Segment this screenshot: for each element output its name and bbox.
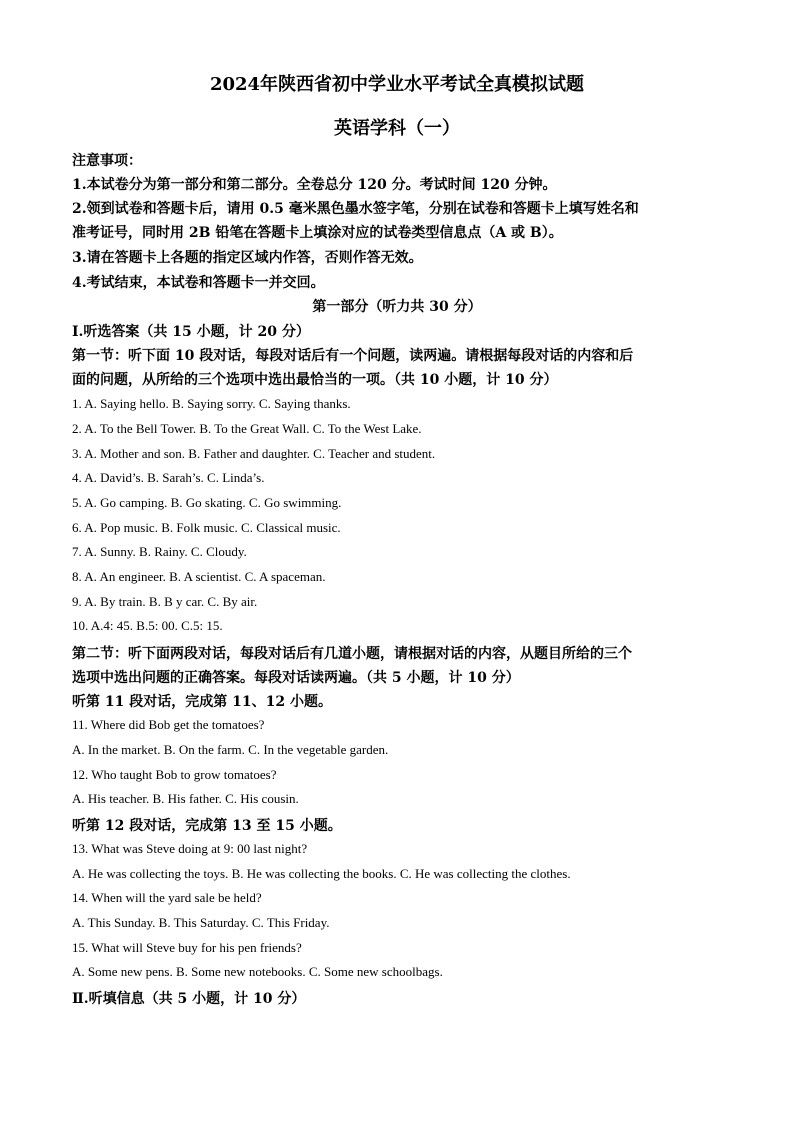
question-6: 6. A. Pop music. B. Folk music. C. Classical music. [72, 520, 341, 535]
question-8: 8. A. An engineer. B. A scientist. C. A spaceman. [72, 569, 326, 584]
question-12-options: A. His teacher. B. His father. C. His cousin. [72, 791, 299, 806]
sub1-instructions-line-1: 第一节：听下面 10 段对话，每段对话后有一个问题，读两遍。请根据每段对话的内容和后 [72, 348, 634, 364]
question-13-options: A. He was collecting the toys. B. He was collecting the books. C. He was collecting the clothes. [72, 866, 571, 881]
question-2: 2. A. To the Bell Tower. B. To the Great Wall. C. To the West Lake. [72, 421, 422, 436]
question-7: 7. A. Sunny. B. Rainy. C. Cloudy. [72, 544, 247, 559]
question-3: 3. A. Mother and son. B. Father and daughter. C. Teacher and student. [72, 446, 436, 461]
exam-subtitle: 英语学科（一） [334, 118, 460, 139]
question-11-options: A. In the market. B. On the farm. C. In the vegetable garden. [72, 742, 389, 757]
notice-heading: 注意事项： [72, 153, 142, 169]
notice-item-3: 3.请在答题卡上各题的指定区域内作答，否则作答无效。 [72, 250, 423, 266]
notice-item-2-line-2: 准考证号，同时用 2B 铅笔在答题卡上填涂对应的试卷类型信息点（A 或 B）。 [72, 225, 563, 241]
sub2-instructions-line-2: 选项中选出问题的正确答案。每段对话读两遍。（共 5 小题，计 10 分） [72, 670, 520, 686]
question-15-options: A. Some new pens. B. Some new notebooks. C. Some new schoolbags. [72, 964, 443, 979]
section1-heading: Ⅰ.听选答案（共 15 小题，计 20 分） [72, 324, 310, 340]
question-10: 10. A.4: 45. B.5: 00. C.5: 15. [72, 618, 223, 633]
part1-heading: 第一部分（听力共 30 分） [312, 299, 482, 315]
notice-item-1: 1.本试卷分为第一部分和第二部分。全卷总分 120 分。考试时间 120 分钟。 [72, 177, 557, 193]
sub1-instructions-line-2: 面的问题，从所给的三个选项中选出最恰当的一项。（共 10 小题，计 10 分） [72, 372, 558, 388]
notice-item-2-line-1: 2.领到试卷和答题卡后，请用 0.5 毫米黑色墨水签字笔，分别在试卷和答题卡上填写姓名和 [72, 201, 639, 217]
notice-item-4: 4.考试结束，本试卷和答题卡一并交回。 [72, 275, 325, 291]
question-14: 14. When will the yard sale be held? [72, 890, 262, 905]
section2-heading: Ⅱ.听填信息（共 5 小题，计 10 分） [72, 991, 306, 1007]
question-14-options: A. This Sunday. B. This Saturday. C. This Friday. [72, 915, 330, 930]
sub2-instructions-line-1: 第二节：听下面两段对话，每段对话后有几道小题，请根据对话的内容，从题目所给的三个 [72, 646, 632, 662]
question-11: 11. Where did Bob get the tomatoes? [72, 717, 265, 732]
dialog-12-heading: 听第 12 段对话，完成第 13 至 15 小题。 [72, 818, 342, 834]
question-4: 4. A. David’s. B. Sarah’s. C. Linda’s. [72, 470, 265, 485]
question-9: 9. A. By train. B. B y car. C. By air. [72, 594, 258, 609]
question-1: 1. A. Saying hello. B. Saying sorry. C. Saying thanks. [72, 396, 351, 411]
question-15: 15. What will Steve buy for his pen friends? [72, 940, 302, 955]
dialog-11-heading: 听第 11 段对话，完成第 11、12 小题。 [72, 694, 332, 710]
question-5: 5. A. Go camping. B. Go skating. C. Go swimming. [72, 495, 342, 510]
exam-title: 2024年陕西省初中学业水平考试全真模拟试题 [209, 74, 585, 95]
question-12: 12. Who taught Bob to grow tomatoes? [72, 767, 277, 782]
question-13: 13. What was Steve doing at 9: 00 last night? [72, 841, 308, 856]
